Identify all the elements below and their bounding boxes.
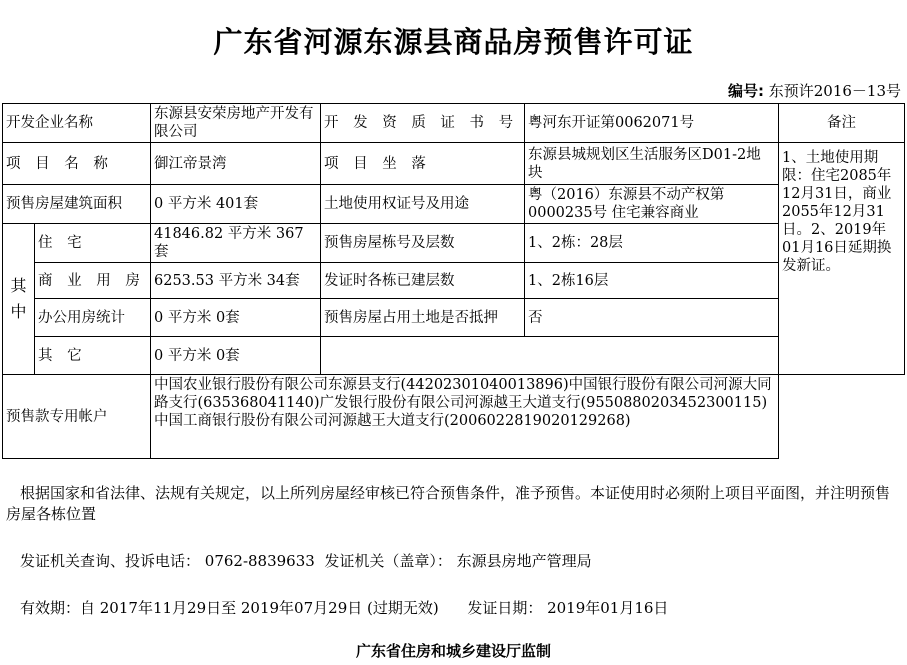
office-value: 0 平方米 0套: [151, 299, 321, 337]
statement: 根据国家和省法律、法规有关规定，以上所列房屋经审核已符合预售条件，准予预售。本证使用时必须附上项目平面图，并注明预售房屋各栋位置: [6, 484, 891, 523]
built-floors-label: 发证时各栋已建层数: [321, 263, 525, 299]
presale-area-value: 0 平方米 401套: [151, 185, 321, 224]
table-row: [3, 263, 905, 299]
land-cert-label: 土地使用权证号及用途: [321, 185, 525, 224]
qualification-value: 粤河东开证第0062071号: [525, 104, 779, 143]
presale-area-label: 预售房屋建筑面积: [3, 185, 151, 224]
table-row: [3, 337, 905, 375]
residential-label: 住 宅: [35, 224, 151, 263]
developer-value: 东源县安荣房地产开发有限公司: [151, 104, 321, 143]
of-which-label: 其中: [3, 224, 35, 375]
empty-cell: [779, 375, 905, 459]
table-row: [3, 104, 905, 143]
building-no-value: 1、2栋：28层: [525, 224, 779, 263]
table-row: [3, 185, 905, 224]
page-title: 广东省河源东源县商品房预售许可证: [213, 25, 694, 59]
certificate-number: [728, 80, 901, 101]
built-floors-value: 1、2栋16层: [525, 263, 779, 299]
office-label: 办公用房统计: [35, 299, 151, 337]
mortgage-label: 预售房屋占用土地是否抵押: [321, 299, 525, 337]
residential-value: 41846.82 平方米 367套: [151, 224, 321, 263]
validity-line: 有效期：自 2017年11月29日至 2019年07月29日 (过期无效) 发证日期： 2019年01月16日: [20, 599, 669, 617]
table-row: [3, 375, 905, 459]
commercial-value: 6253.53 平方米 34套: [151, 263, 321, 299]
developer-label: 开发企业名称: [3, 104, 151, 143]
contact-line: 发证机关查询、投诉电话： 0762-8839633 发证机关（盖章）： 东源县房地产管理局: [20, 552, 592, 570]
certificate-number-label: 编号:: [727, 82, 764, 100]
qualification-label: 开 发 资 质 证 书 号: [321, 104, 525, 143]
remarks-label: 备注: [779, 104, 905, 143]
project-location-label: 项 目 坐 落: [321, 143, 525, 185]
license-table: [2, 103, 905, 459]
mortgage-value: 否: [525, 299, 779, 337]
account-value: 中国农业银行股份有限公司东源县支行(44202301040013896)中国银行股份有限公司河源大同路支行(635368041140)广发银行股份有限公司河源越王大道支行(9550880203452300115)中国工商银行股份有限公司河源越王大道支行(2006022819020129268): [151, 375, 779, 459]
table-row: [3, 299, 905, 337]
table-row: [3, 224, 905, 263]
account-label: 预售款专用帐户: [3, 375, 151, 459]
building-no-label: 预售房屋栋号及层数: [321, 224, 525, 263]
empty-cell: [321, 337, 779, 375]
certificate-number-value: 东预许2016－13号: [768, 82, 901, 100]
remarks-value: 1、土地使用期限：住宅2085年12月31日，商业2055年12月31日。2、2019年01月16日延期换发新证。: [779, 143, 905, 375]
project-location-value: 东源县城规划区生活服务区D01-2地块: [525, 143, 779, 185]
commercial-label: 商 业 用 房: [35, 263, 151, 299]
footer-supervisor: 广东省住房和城乡建设厅监制: [355, 642, 551, 660]
land-cert-value: 粤（2016）东源县不动产权第0000235号 住宅兼容商业: [525, 185, 779, 224]
project-name-value: 御江帝景湾: [151, 143, 321, 185]
table-row: [3, 143, 905, 185]
other-label: 其 它: [35, 337, 151, 375]
other-value: 0 平方米 0套: [151, 337, 321, 375]
project-name-label: 项 目 名 称: [3, 143, 151, 185]
